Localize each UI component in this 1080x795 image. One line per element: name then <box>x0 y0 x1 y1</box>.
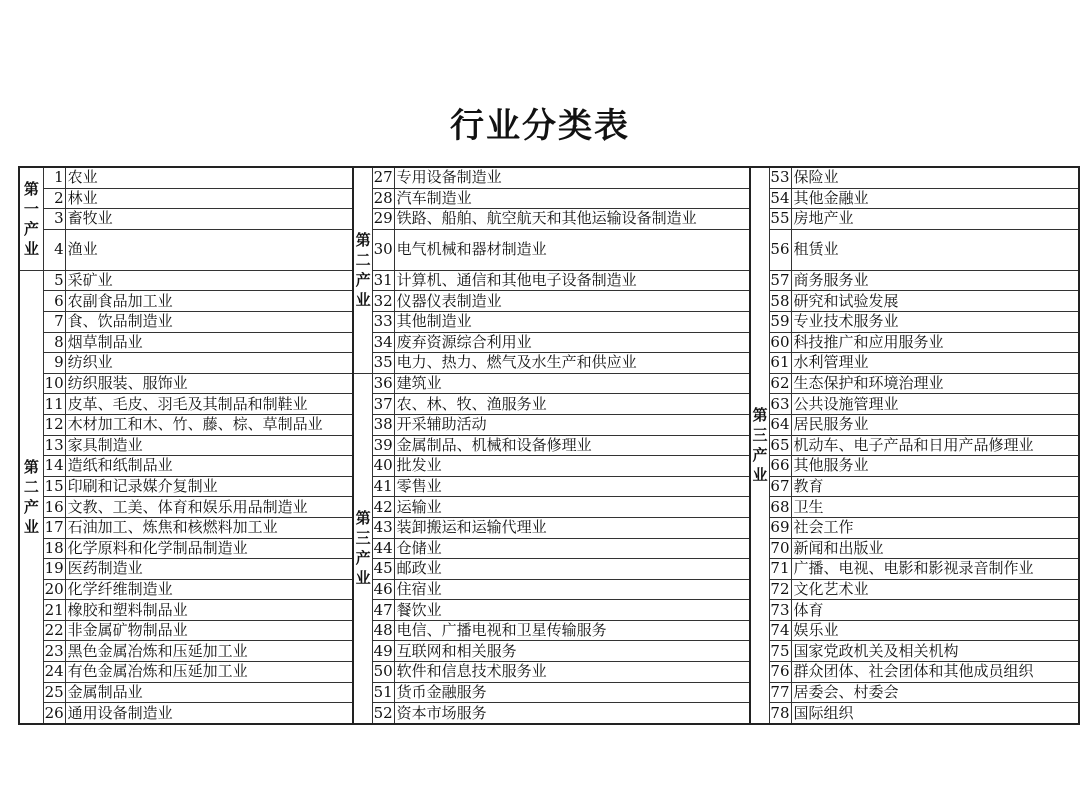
industry-name: 保险业 <box>791 167 1079 188</box>
industry-code: 29 <box>373 209 393 228</box>
table-row <box>19 311 1079 332</box>
industry-code: 36 <box>373 374 393 393</box>
industry-code: 12 <box>44 415 64 434</box>
industry-name: 橡胶和塑料制品业 <box>65 600 353 621</box>
industry-code: 50 <box>373 662 393 681</box>
sector-label-char: 产 <box>355 271 371 290</box>
sector-label-char: 第 <box>355 509 371 528</box>
industry-name: 食、饮品制造业 <box>65 311 353 332</box>
table-row <box>19 476 1079 497</box>
industry-code: 76 <box>770 662 790 681</box>
industry-name: 汽车制造业 <box>394 188 750 209</box>
industry-code: 57 <box>770 271 790 290</box>
industry-code: 78 <box>769 703 791 724</box>
industry-name: 通用设备制造业 <box>65 703 353 724</box>
industry-name: 其他服务业 <box>791 456 1079 477</box>
industry-name: 仓储业 <box>394 538 750 559</box>
table-row <box>19 394 1079 415</box>
table-row <box>19 414 1079 435</box>
industry-name: 互联网和相关服务 <box>394 641 750 662</box>
industry-code: 60 <box>770 332 790 351</box>
table-row <box>19 497 1079 518</box>
industry-name: 非金属矿物制品业 <box>65 620 353 641</box>
industry-name: 电信、广播电视和卫星传输服务 <box>394 620 750 641</box>
industry-code: 3 <box>43 209 65 230</box>
industry-name: 机动车、电子产品和日用产品修理业 <box>791 435 1079 456</box>
industry-name: 国际组织 <box>791 703 1079 724</box>
industry-code: 19 <box>44 559 64 578</box>
industry-code: 11 <box>44 394 64 413</box>
industry-name: 广播、电视、电影和影视录音制作业 <box>791 559 1079 580</box>
table-row <box>19 579 1079 600</box>
industry-code: 10 <box>44 374 64 393</box>
industry-name: 金属制品、机械和设备修理业 <box>394 435 750 456</box>
industry-name: 金属制品业 <box>65 682 353 703</box>
industry-name: 研究和试验发展 <box>791 291 1079 312</box>
industry-code: 53 <box>770 168 790 187</box>
industry-name: 房地产业 <box>791 209 1079 230</box>
sector-label <box>19 167 43 270</box>
industry-code: 40 <box>373 456 393 475</box>
sector-label-char: 第 <box>752 406 768 425</box>
sector-label-char: 业 <box>23 239 39 258</box>
sector-label <box>353 373 372 724</box>
industry-code: 4 <box>43 229 65 270</box>
industry-name: 铁路、船舶、航空航天和其他运输设备制造业 <box>394 209 750 230</box>
sector-label-char: 产 <box>752 446 768 465</box>
industry-code: 51 <box>373 682 393 701</box>
industry-code: 21 <box>44 600 64 619</box>
industry-code: 25 <box>44 682 64 701</box>
industry-name: 农业 <box>65 167 353 188</box>
industry-code: 7 <box>43 311 65 332</box>
industry-code: 32 <box>373 291 393 310</box>
industry-code: 38 <box>373 415 393 434</box>
industry-code: 23 <box>44 641 64 660</box>
industry-name: 废弃资源综合利用业 <box>394 332 750 353</box>
industry-name: 建筑业 <box>394 373 750 394</box>
sector-label-char: 二 <box>23 477 39 496</box>
industry-name: 国家党政机关及相关机构 <box>791 641 1079 662</box>
table-row <box>19 559 1079 580</box>
table-row <box>19 229 1079 270</box>
table-row <box>19 188 1079 209</box>
page-title: 行业分类表 <box>450 106 630 146</box>
industry-name: 家具制造业 <box>65 435 353 456</box>
industry-code: 73 <box>770 600 790 619</box>
industry-code: 67 <box>770 477 790 496</box>
industry-code: 66 <box>770 456 790 475</box>
industry-name: 居委会、村委会 <box>791 682 1079 703</box>
industry-code: 74 <box>770 621 790 640</box>
table-row <box>19 517 1079 538</box>
sector-label-char: 业 <box>752 466 768 485</box>
industry-name: 纺织服装、服饰业 <box>65 373 353 394</box>
industry-name: 卫生 <box>791 497 1079 518</box>
industry-code: 20 <box>44 579 64 598</box>
table-row <box>19 435 1079 456</box>
industry-name: 文教、工美、体育和娱乐用品制造业 <box>65 497 353 518</box>
industry-code: 18 <box>44 538 64 557</box>
table-row <box>19 291 1079 312</box>
industry-code: 72 <box>770 579 790 598</box>
industry-name: 水利管理业 <box>791 353 1079 374</box>
industry-name: 其他制造业 <box>394 311 750 332</box>
industry-classification-table <box>18 166 1080 725</box>
industry-name: 商务服务业 <box>791 270 1079 291</box>
industry-code: 45 <box>373 559 393 578</box>
sector-label-char: 二 <box>355 251 371 270</box>
industry-code: 39 <box>373 435 393 454</box>
industry-code: 22 <box>44 621 64 640</box>
industry-code: 17 <box>44 518 64 537</box>
industry-name: 化学纤维制造业 <box>65 579 353 600</box>
industry-code: 30 <box>372 229 394 270</box>
table-row <box>19 662 1079 683</box>
table-row <box>19 167 1079 188</box>
sector-label-char: 业 <box>355 569 371 588</box>
industry-name: 医药制造业 <box>65 559 353 580</box>
table-row <box>19 332 1079 353</box>
table-row <box>19 682 1079 703</box>
industry-code: 6 <box>43 291 65 312</box>
industry-name: 生态保护和环境治理业 <box>791 373 1079 394</box>
sector-label <box>750 167 769 724</box>
table-row <box>19 209 1079 230</box>
industry-code: 14 <box>44 456 64 475</box>
industry-name: 资本市场服务 <box>394 703 750 724</box>
sector-label <box>353 167 372 373</box>
industry-name: 黑色金属冶炼和压延加工业 <box>65 641 353 662</box>
industry-name: 电力、热力、燃气及水生产和供应业 <box>394 353 750 374</box>
industry-code: 9 <box>43 353 65 374</box>
industry-code: 59 <box>770 312 790 331</box>
industry-code: 64 <box>770 415 790 434</box>
industry-code: 70 <box>770 538 790 557</box>
industry-code: 52 <box>372 703 394 724</box>
industry-name: 教育 <box>791 476 1079 497</box>
industry-name: 文化艺术业 <box>791 579 1079 600</box>
industry-name: 计算机、通信和其他电子设备制造业 <box>394 270 750 291</box>
sector-label <box>19 270 43 724</box>
industry-code: 27 <box>373 168 393 187</box>
industry-code: 46 <box>373 579 393 598</box>
industry-name: 居民服务业 <box>791 414 1079 435</box>
sector-label-char: 第 <box>23 179 39 198</box>
industry-code: 37 <box>373 394 393 413</box>
industry-name: 餐饮业 <box>394 600 750 621</box>
industry-name: 纺织业 <box>65 353 353 374</box>
industry-code: 58 <box>770 291 790 310</box>
industry-name: 有色金属冶炼和压延加工业 <box>65 662 353 683</box>
industry-name: 皮革、毛皮、羽毛及其制品和制鞋业 <box>65 394 353 415</box>
table-row <box>19 270 1079 291</box>
industry-name: 公共设施管理业 <box>791 394 1079 415</box>
industry-name: 软件和信息技术服务业 <box>394 662 750 683</box>
industry-code: 47 <box>373 600 393 619</box>
industry-code: 61 <box>770 353 790 372</box>
industry-code: 69 <box>770 518 790 537</box>
industry-code: 31 <box>373 271 393 290</box>
industry-code: 42 <box>373 497 393 516</box>
industry-name: 畜牧业 <box>65 209 353 230</box>
industry-name: 货币金融服务 <box>394 682 750 703</box>
industry-name: 化学原料和化学制品制造业 <box>65 538 353 559</box>
industry-name: 邮政业 <box>394 559 750 580</box>
table-row <box>19 353 1079 374</box>
industry-code: 15 <box>44 477 64 496</box>
industry-code: 75 <box>770 641 790 660</box>
industry-code: 28 <box>373 188 393 207</box>
industry-code: 24 <box>44 662 64 681</box>
sector-label-char: 一 <box>23 199 39 218</box>
industry-code: 77 <box>770 682 790 701</box>
industry-name: 采矿业 <box>65 270 353 291</box>
industry-code: 68 <box>770 497 790 516</box>
industry-code: 65 <box>770 435 790 454</box>
industry-name: 专业技术服务业 <box>791 311 1079 332</box>
sector-label-char: 业 <box>355 291 371 310</box>
table-row <box>19 620 1079 641</box>
sector-label-char: 业 <box>23 517 39 536</box>
table-row <box>19 456 1079 477</box>
industry-code: 13 <box>44 435 64 454</box>
sector-label-char: 三 <box>355 529 371 548</box>
industry-name: 零售业 <box>394 476 750 497</box>
table-row <box>19 373 1079 394</box>
industry-name: 租赁业 <box>791 229 1079 270</box>
industry-code: 35 <box>373 353 393 372</box>
industry-code: 44 <box>373 538 393 557</box>
industry-name: 批发业 <box>394 456 750 477</box>
industry-code: 48 <box>373 621 393 640</box>
industry-code: 54 <box>770 188 790 207</box>
industry-code: 2 <box>43 188 65 209</box>
industry-code: 26 <box>43 703 65 724</box>
industry-name: 开采辅助活动 <box>394 414 750 435</box>
industry-name: 农副食品加工业 <box>65 291 353 312</box>
sector-label-char: 第 <box>23 457 39 476</box>
industry-name: 渔业 <box>65 229 353 270</box>
table-row <box>19 641 1079 662</box>
industry-name: 造纸和纸制品业 <box>65 456 353 477</box>
industry-name: 烟草制品业 <box>65 332 353 353</box>
industry-code: 1 <box>43 167 65 188</box>
industry-name: 林业 <box>65 188 353 209</box>
industry-name: 体育 <box>791 600 1079 621</box>
sector-label-char: 产 <box>23 497 39 516</box>
sector-label-char: 产 <box>23 219 39 238</box>
industry-name: 社会工作 <box>791 517 1079 538</box>
industry-name: 住宿业 <box>394 579 750 600</box>
industry-code: 8 <box>43 332 65 353</box>
industry-code: 33 <box>373 312 393 331</box>
industry-code: 16 <box>44 497 64 516</box>
industry-name: 电气机械和器材制造业 <box>394 229 750 270</box>
industry-name: 印刷和记录媒介复制业 <box>65 476 353 497</box>
industry-code: 55 <box>770 209 790 228</box>
sector-label-char: 三 <box>752 426 768 445</box>
industry-name: 专用设备制造业 <box>394 167 750 188</box>
table-row <box>19 538 1079 559</box>
industry-name: 其他金融业 <box>791 188 1079 209</box>
table-row <box>19 600 1079 621</box>
industry-name: 仪器仪表制造业 <box>394 291 750 312</box>
sector-label-char: 产 <box>355 549 371 568</box>
industry-name: 新闻和出版业 <box>791 538 1079 559</box>
industry-code: 41 <box>373 477 393 496</box>
industry-code: 5 <box>43 270 65 291</box>
industry-code: 34 <box>373 332 393 351</box>
industry-code: 63 <box>770 394 790 413</box>
industry-name: 群众团体、社会团体和其他成员组织 <box>791 662 1079 683</box>
industry-name: 农、林、牧、渔服务业 <box>394 394 750 415</box>
industry-code: 43 <box>373 518 393 537</box>
industry-name: 科技推广和应用服务业 <box>791 332 1079 353</box>
industry-name: 石油加工、炼焦和核燃料加工业 <box>65 517 353 538</box>
industry-name: 运输业 <box>394 497 750 518</box>
industry-name: 娱乐业 <box>791 620 1079 641</box>
table-row <box>19 703 1079 724</box>
sector-label-char: 第 <box>355 231 371 250</box>
industry-code: 56 <box>769 229 791 270</box>
industry-name: 装卸搬运和运输代理业 <box>394 517 750 538</box>
industry-code: 49 <box>373 641 393 660</box>
industry-code: 71 <box>770 559 790 578</box>
industry-code: 62 <box>770 374 790 393</box>
industry-name: 木材加工和木、竹、藤、棕、草制品业 <box>65 414 353 435</box>
